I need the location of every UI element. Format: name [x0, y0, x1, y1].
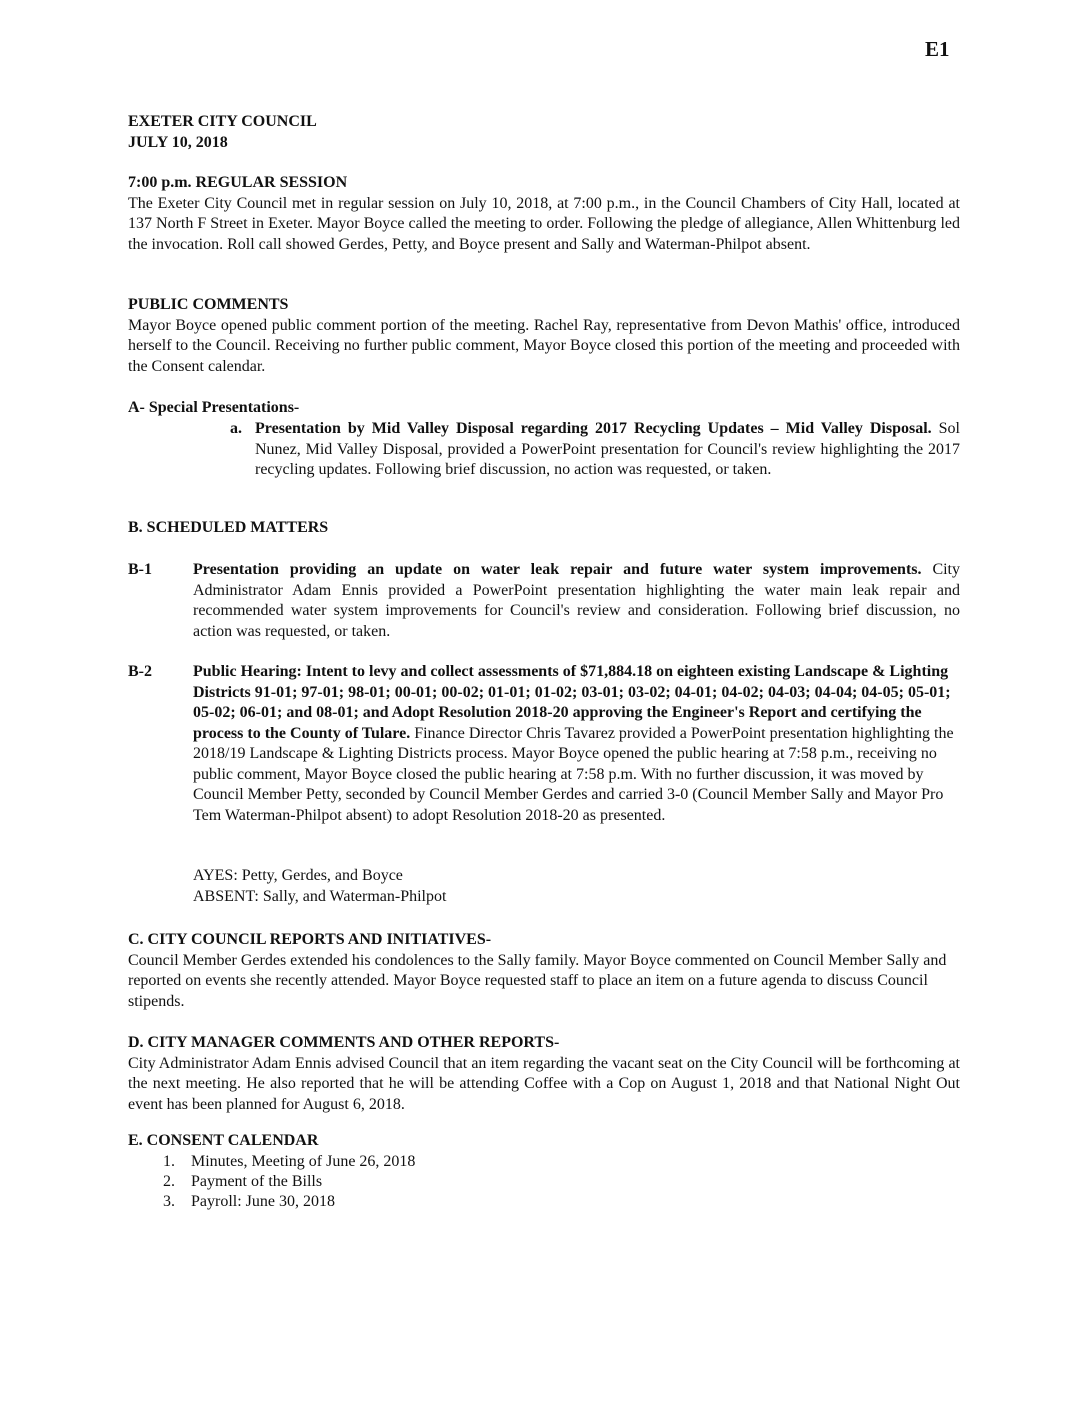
manager-comments-text: City Administrator Adam Ennis advised Council that an item regarding the vacant seat on the City Council will be forthcoming at the next meeting. He also reported that he will be attending Coffee with a Cop on August 1, 2018 and that National Night Out event has been planned for August 6, 2018. — [128, 1054, 960, 1113]
special-presentation-item — [0, 419, 1088, 509]
council-reports-section — [128, 930, 960, 1012]
scheduled-item-b1 — [0, 560, 1088, 645]
item-text: Payment of the Bills — [191, 1173, 323, 1190]
item-body — [193, 662, 960, 826]
item-title: Presentation providing an update on water leak repair and future water system improvements. — [193, 561, 922, 578]
item-text: Finance Director Chris Tavarez provided a PowerPoint presentation highlighting the 2018/19 Landscape & Lighting Districts process. Mayor Boyce opened the public hearing at 7:58 p.m., receiving no public comment, Mayor Boyce closed the public hearing at 7:58 p.m. With no further discussion, it was moved by Council Member Petty, seconded by Council Member Gerdes and carried 3-0 (Council Member Sally and Mayor Pro Tem Waterman-Philpot absent) to adopt Resolution 2018-20 as presented. — [193, 724, 954, 824]
item-title: Presentation by Mid Valley Disposal regarding 2017 Recycling Updates – Mid Valley Disposal. — [255, 420, 932, 437]
item-text: Payroll: June 30, 2018 — [191, 1193, 335, 1210]
item-text: City Administrator Adam Ennis provided a PowerPoint presentation highlighting the water main leak repair and recommended water system improvements for Council's review and consideration. Following brief discussion, no action was requested, or taken. — [193, 561, 961, 640]
regular-session-heading: 7:00 p.m. REGULAR SESSION — [128, 174, 348, 191]
manager-comments-section — [128, 1033, 960, 1115]
page-label: E1 — [925, 37, 950, 61]
council-reports-heading: C. CITY COUNCIL REPORTS AND INITIATIVES- — [128, 931, 492, 948]
council-reports-text: Council Member Gerdes extended his condolences to the Sally family. Mayor Boyce commented on Council Member Sally and reported on events she recently attended. Mayor Boyce requested staff to place an item on a future agenda to discuss Council stipends. — [128, 951, 947, 1010]
item-number: 1. — [163, 1153, 175, 1170]
item-text: Sol Nunez, Mid Valley Disposal, provided a PowerPoint presentation for Council's review highlighting the 2017 recycling updates. Following brief discussion, no action was requested, or taken. — [255, 420, 961, 478]
consent-calendar-heading: E. CONSENT CALENDAR — [128, 1132, 319, 1149]
item-label: B-1 — [128, 561, 152, 578]
scheduled-matters-heading-block — [128, 518, 960, 539]
scheduled-matters-heading: B. SCHEDULED MATTERS — [128, 519, 329, 536]
document-header — [128, 112, 960, 153]
item-body — [193, 560, 960, 642]
regular-session-section — [128, 173, 960, 255]
scheduled-item-b2 — [0, 662, 1088, 852]
special-presentations-heading: A- Special Presentations- — [128, 399, 300, 416]
consent-item — [163, 1152, 415, 1173]
vote-ayes: AYES: Petty, Gerdes, and Boyce — [193, 867, 403, 884]
public-comments-text: Mayor Boyce opened public comment portion of the meeting. Rachel Ray, representative from Devon Mathis' office, introduced herself to the Council. Receiving no further public comment, Mayor Boyce closed this portion of the meeting and proceeded with the Consent calendar. — [128, 316, 960, 375]
consent-calendar-heading-block — [128, 1131, 960, 1152]
item-text: Minutes, Meeting of June 26, 2018 — [191, 1153, 416, 1170]
special-presentations-heading-block — [128, 398, 960, 419]
consent-item — [163, 1192, 335, 1213]
public-comments-section — [128, 295, 960, 377]
vote-absent: ABSENT: Sally, and Waterman-Philpot — [193, 888, 447, 905]
public-comments-heading: PUBLIC COMMENTS — [128, 296, 289, 313]
manager-comments-heading: D. CITY MANAGER COMMENTS AND OTHER REPORTS- — [128, 1034, 560, 1051]
item-number: 3. — [163, 1193, 175, 1210]
meeting-date: JULY 10, 2018 — [128, 133, 228, 151]
consent-item — [163, 1172, 322, 1193]
council-title: EXETER CITY COUNCIL — [128, 113, 317, 130]
regular-session-text: The Exeter City Council met in regular session on July 10, 2018, at 7:00 p.m., in the Council Chambers of City Hall, located at 137 North F Street in Exeter. Mayor Boyce called the meeting to order. Following the pledge of allegiance, Allen Whittenburg led the invocation. Roll call showed Gerdes, Petty, and Boyce present and Sally and Waterman-Philpot absent. — [128, 194, 960, 253]
item-label: a. — [230, 420, 242, 437]
item-title: Public Hearing: Intent to levy and collect assessments of $71,884.18 on eighteen existing Landscape & Lighting Districts 91-01; 97-01; 98-01; 00-01; 00-02; 01-01; 01-02; 03-01; 03-02; 04-01; 04-02; 04-03; 04-04; 04-05; 05-01; 05-02; 06-01; and 08-01; and Adopt Resolution 2018-20 approving the Engineer's Report and certifying the process to the County of Tulare. — [193, 663, 951, 742]
item-body — [255, 419, 960, 481]
item-label: B-2 — [128, 663, 152, 680]
item-number: 2. — [163, 1173, 175, 1190]
